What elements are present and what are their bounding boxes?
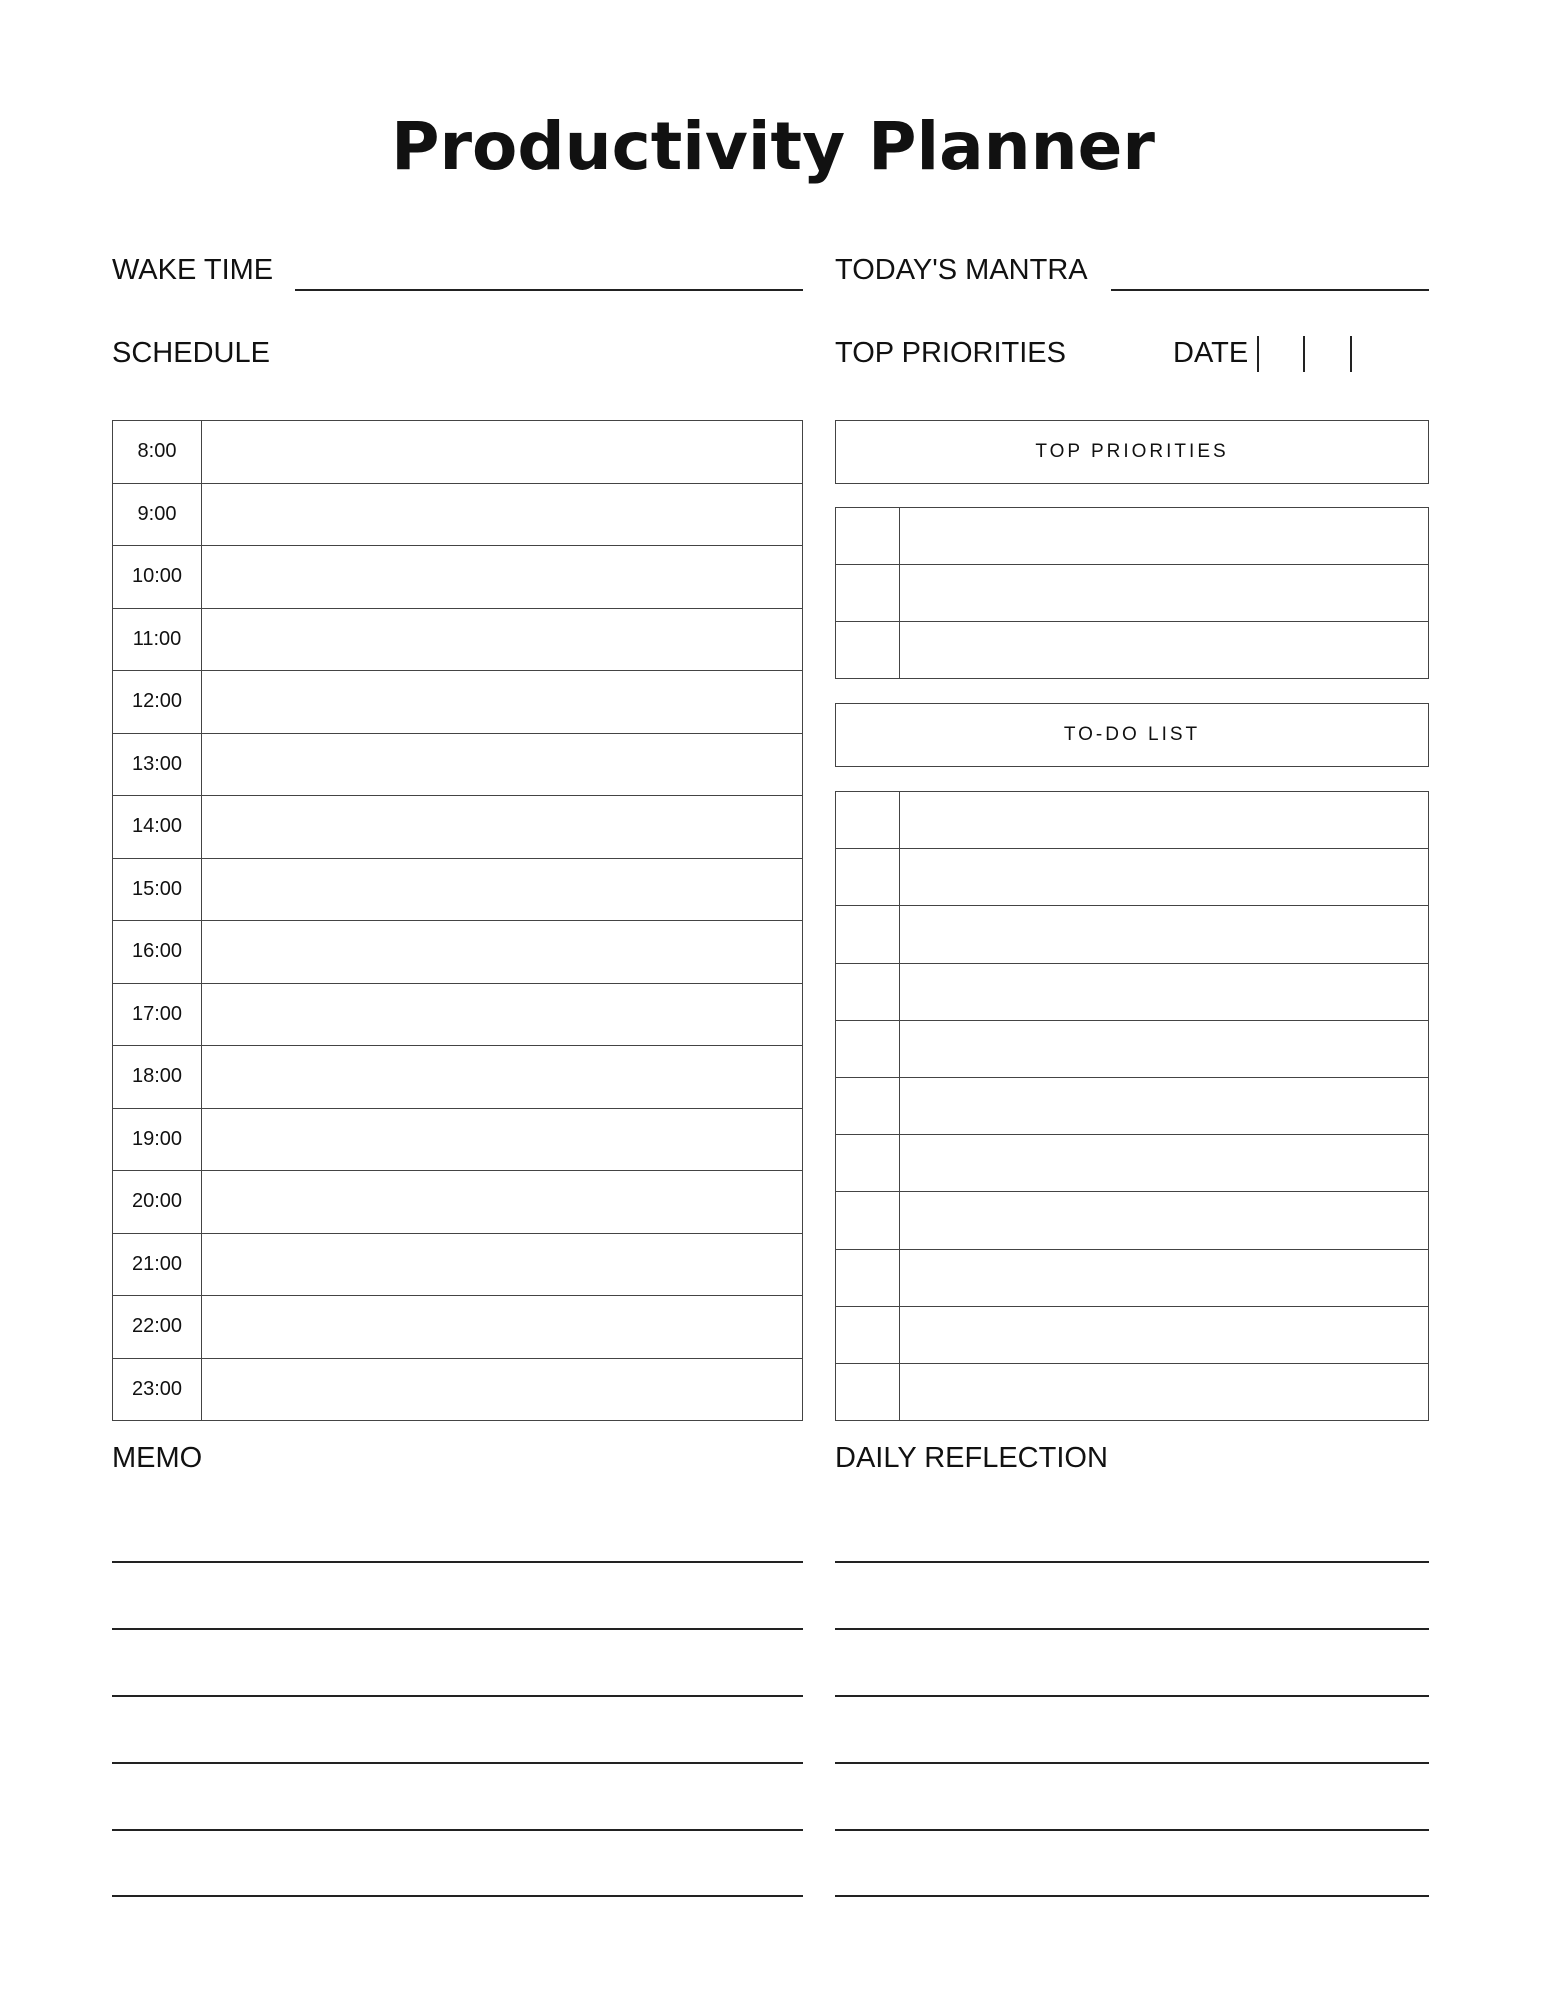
- todo-entry-field[interactable]: [900, 849, 1428, 905]
- todo-entry-field[interactable]: [900, 906, 1428, 962]
- todo-row: [836, 1307, 1428, 1364]
- todo-row: [836, 792, 1428, 849]
- todo-entry-field[interactable]: [900, 1364, 1428, 1420]
- schedule-row: [113, 1359, 802, 1421]
- schedule-row: [113, 1296, 802, 1359]
- schedule-entry-field[interactable]: [202, 1046, 802, 1108]
- todo-entry-field[interactable]: [900, 1135, 1428, 1191]
- priority-checkbox[interactable]: [836, 622, 900, 678]
- schedule-entry-field[interactable]: [202, 421, 802, 483]
- schedule-entry-field[interactable]: [202, 609, 802, 671]
- priority-checkbox[interactable]: [836, 565, 900, 621]
- memo-line[interactable]: [112, 1829, 803, 1831]
- schedule-row: [113, 921, 802, 984]
- todo-row: [836, 1192, 1428, 1249]
- schedule-entry-field[interactable]: [202, 671, 802, 733]
- todo-checkbox[interactable]: [836, 792, 900, 848]
- schedule-time: 23:00: [113, 1359, 202, 1421]
- priority-row: [836, 622, 1428, 678]
- priority-entry-field[interactable]: [900, 508, 1428, 564]
- daily-reflection-label: DAILY REFLECTION: [835, 1442, 1108, 1474]
- schedule-entry-field[interactable]: [202, 1359, 802, 1421]
- schedule-row: [113, 734, 802, 797]
- top-priorities-list: [835, 507, 1429, 679]
- schedule-time: 15:00: [113, 859, 202, 921]
- schedule-time: 8:00: [113, 421, 202, 483]
- top-priorities-label: TOP PRIORITIES: [835, 337, 1066, 369]
- todo-row: [836, 1135, 1428, 1192]
- schedule-row: [113, 1171, 802, 1234]
- schedule-entry-field[interactable]: [202, 1171, 802, 1233]
- schedule-row: [113, 546, 802, 609]
- mantra-field[interactable]: [1111, 289, 1429, 291]
- schedule-time: 13:00: [113, 734, 202, 796]
- todo-row: [836, 906, 1428, 963]
- todo-row: [836, 849, 1428, 906]
- schedule-row: [113, 1109, 802, 1172]
- schedule-row: [113, 859, 802, 922]
- schedule-time: 11:00: [113, 609, 202, 671]
- schedule-time: 20:00: [113, 1171, 202, 1233]
- todo-entry-field[interactable]: [900, 1021, 1428, 1077]
- top-priorities-heading: TOP PRIORITIES: [835, 420, 1429, 484]
- reflection-line[interactable]: [835, 1895, 1429, 1897]
- schedule-time: 12:00: [113, 671, 202, 733]
- schedule-entry-field[interactable]: [202, 859, 802, 921]
- reflection-line[interactable]: [835, 1762, 1429, 1764]
- schedule-row: [113, 1046, 802, 1109]
- schedule-time: 10:00: [113, 546, 202, 608]
- schedule-entry-field[interactable]: [202, 1296, 802, 1358]
- todo-row: [836, 1364, 1428, 1420]
- todo-checkbox[interactable]: [836, 906, 900, 962]
- schedule-row: [113, 671, 802, 734]
- schedule-time: 19:00: [113, 1109, 202, 1171]
- todo-checkbox[interactable]: [836, 1078, 900, 1134]
- wake-time-field[interactable]: [295, 289, 803, 291]
- schedule-table: [112, 420, 803, 1421]
- schedule-entry-field[interactable]: [202, 984, 802, 1046]
- schedule-time: 14:00: [113, 796, 202, 858]
- schedule-entry-field[interactable]: [202, 546, 802, 608]
- date-separator: [1303, 336, 1305, 372]
- todo-row: [836, 964, 1428, 1021]
- todo-checkbox[interactable]: [836, 1250, 900, 1306]
- memo-line[interactable]: [112, 1695, 803, 1697]
- memo-line[interactable]: [112, 1628, 803, 1630]
- priority-row: [836, 565, 1428, 622]
- todo-entry-field[interactable]: [900, 1192, 1428, 1248]
- memo-line[interactable]: [112, 1895, 803, 1897]
- schedule-row: [113, 609, 802, 672]
- schedule-label: SCHEDULE: [112, 337, 270, 369]
- todo-checkbox[interactable]: [836, 1307, 900, 1363]
- reflection-line[interactable]: [835, 1628, 1429, 1630]
- schedule-time: 22:00: [113, 1296, 202, 1358]
- schedule-time: 17:00: [113, 984, 202, 1046]
- todo-list: [835, 791, 1429, 1421]
- todo-entry-field[interactable]: [900, 1307, 1428, 1363]
- schedule-entry-field[interactable]: [202, 1234, 802, 1296]
- todo-entry-field[interactable]: [900, 964, 1428, 1020]
- todo-entry-field[interactable]: [900, 1078, 1428, 1134]
- schedule-row: [113, 796, 802, 859]
- todo-heading: TO-DO LIST: [835, 703, 1429, 767]
- schedule-entry-field[interactable]: [202, 921, 802, 983]
- memo-line[interactable]: [112, 1762, 803, 1764]
- schedule-entry-field[interactable]: [202, 1109, 802, 1171]
- priority-row: [836, 508, 1428, 565]
- todo-checkbox[interactable]: [836, 1021, 900, 1077]
- priority-entry-field[interactable]: [900, 622, 1428, 678]
- memo-label: MEMO: [112, 1442, 203, 1474]
- schedule-row: [113, 421, 802, 484]
- schedule-time: 9:00: [113, 484, 202, 546]
- todo-entry-field[interactable]: [900, 792, 1428, 848]
- reflection-line[interactable]: [835, 1561, 1429, 1563]
- todo-checkbox[interactable]: [836, 1135, 900, 1191]
- todo-checkbox[interactable]: [836, 1192, 900, 1248]
- todo-checkbox[interactable]: [836, 964, 900, 1020]
- schedule-time: 18:00: [113, 1046, 202, 1108]
- reflection-line[interactable]: [835, 1829, 1429, 1831]
- todo-row: [836, 1250, 1428, 1307]
- todo-row: [836, 1021, 1428, 1078]
- schedule-entry-field[interactable]: [202, 734, 802, 796]
- reflection-line[interactable]: [835, 1695, 1429, 1697]
- date-separator: [1257, 336, 1259, 372]
- schedule-row: [113, 1234, 802, 1297]
- priority-checkbox[interactable]: [836, 508, 900, 564]
- schedule-row: [113, 484, 802, 547]
- schedule-entry-field[interactable]: [202, 796, 802, 858]
- page-title: Productivity Planner: [391, 108, 1155, 185]
- schedule-entry-field[interactable]: [202, 484, 802, 546]
- date-separator: [1350, 336, 1352, 372]
- wake-time-label: WAKE TIME: [112, 254, 274, 286]
- schedule-row: [113, 984, 802, 1047]
- memo-line[interactable]: [112, 1561, 803, 1563]
- date-label: DATE: [1173, 337, 1249, 369]
- todo-row: [836, 1078, 1428, 1135]
- todo-checkbox[interactable]: [836, 1364, 900, 1420]
- todo-checkbox[interactable]: [836, 849, 900, 905]
- schedule-time: 21:00: [113, 1234, 202, 1296]
- todo-entry-field[interactable]: [900, 1250, 1428, 1306]
- schedule-time: 16:00: [113, 921, 202, 983]
- mantra-label: TODAY'S MANTRA: [835, 254, 1088, 286]
- priority-entry-field[interactable]: [900, 565, 1428, 621]
